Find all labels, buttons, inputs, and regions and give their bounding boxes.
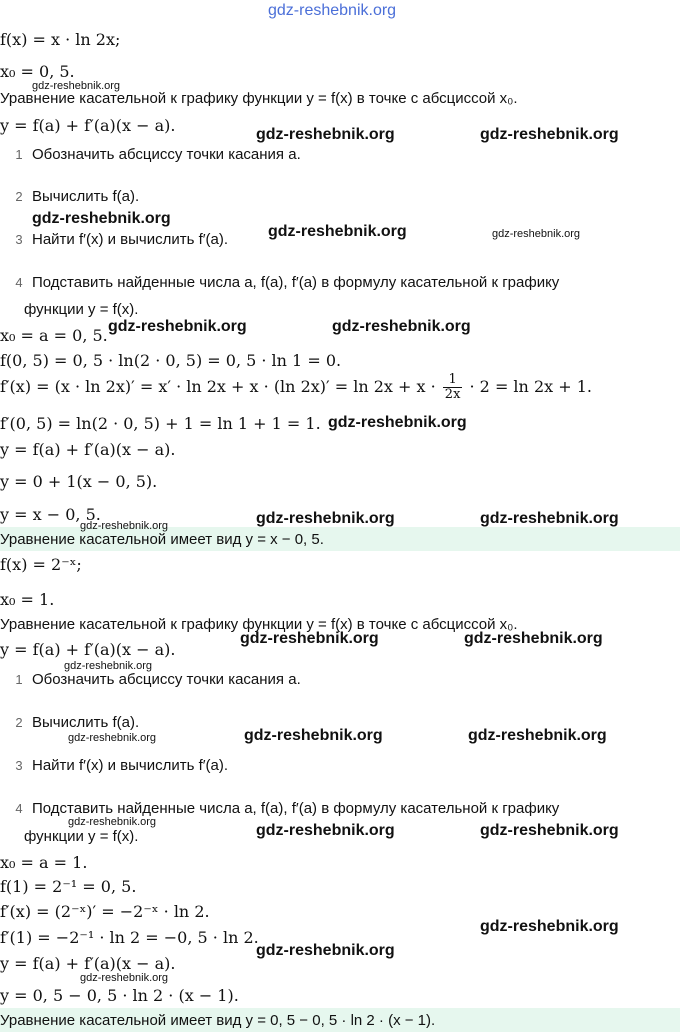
p1-function: f(x) = x · ln 2x; [0, 30, 121, 49]
p1-deriv-left: f′(x) = (x · ln 2x)′ = x′ · ln 2x + x · (ln 2x)′ = ln 2x + x · [0, 377, 436, 396]
p1-answer: Уравнение касательной имеет вид y = x − 0, 5. [0, 531, 324, 548]
p1-step-3 [6, 231, 228, 248]
step-number: 2 [15, 715, 23, 730]
p1-sol-line-1: x₀ = a = 0, 5. [0, 326, 108, 345]
p1-fraction [443, 373, 463, 402]
watermark: gdz-reshebnik.org [32, 80, 121, 92]
step-text: Обозначить абсциссу точки касания a. [32, 146, 301, 163]
watermark: gdz-reshebnik.org [80, 972, 169, 984]
watermark: gdz-reshebnik.org [244, 727, 383, 744]
fraction-numerator: 1 [443, 373, 463, 388]
watermark: gdz-reshebnik.org [480, 918, 619, 935]
watermark: gdz-reshebnik.org [108, 318, 247, 335]
watermark: gdz-reshebnik.org [80, 520, 169, 532]
p1-tangent-formula: y = f(a) + f′(a)(x − a). [0, 116, 176, 135]
p1-deriv-right: · 2 = ln 2x + 1. [469, 377, 592, 396]
p1-step-2 [6, 188, 139, 205]
step-number: 4 [15, 801, 23, 816]
p1-step-4-cont: функции y = f(x). [24, 301, 139, 318]
step-number: 1 [15, 147, 23, 162]
watermark: gdz-reshebnik.org [332, 318, 471, 335]
p1-x0: x₀ = 0, 5. [0, 62, 75, 81]
watermark: gdz-reshebnik.org [464, 630, 603, 647]
step-text: Вычислить f(a). [32, 188, 140, 205]
watermark: gdz-reshebnik.org [68, 732, 157, 744]
p1-tangent-intro: Уравнение касательной к графику функции y = f(x) в точке с абсциссой x₀. [0, 90, 518, 107]
watermark: gdz-reshebnik.org [64, 660, 153, 672]
p2-sol-line-4: f′(1) = −2⁻¹ · ln 2 = −0, 5 · ln 2. [0, 928, 259, 947]
watermark-top: gdz-reshebnik.org [268, 2, 397, 19]
watermark: gdz-reshebnik.org [480, 822, 619, 839]
watermark: gdz-reshebnik.org [256, 510, 395, 527]
p1-sol-line-5: y = f(a) + f′(a)(x − a). [0, 440, 176, 459]
step-text: Найти f′(x) и вычислить f′(a). [32, 757, 229, 774]
step-number: 2 [15, 189, 23, 204]
p2-tangent-intro: Уравнение касательной к графику функции y = f(x) в точке с абсциссой x₀. [0, 616, 518, 633]
p2-sol-line-1: x₀ = a = 1. [0, 853, 88, 872]
p2-step-1 [6, 671, 301, 688]
p2-step-3 [6, 757, 228, 774]
watermark: gdz-reshebnik.org [68, 816, 157, 828]
watermark: gdz-reshebnik.org [328, 414, 467, 431]
step-text: Подставить найденные числа a, f(a), f′(a) в формулу касательной к графику [32, 800, 560, 817]
p2-step-4 [6, 800, 559, 817]
step-number: 4 [15, 275, 23, 290]
p1-step-1 [6, 146, 301, 163]
p1-sol-line-6: y = 0 + 1(x − 0, 5). [0, 472, 158, 491]
step-text: Найти f′(x) и вычислить f′(a). [32, 231, 229, 248]
watermark: gdz-reshebnik.org [256, 822, 395, 839]
watermark: gdz-reshebnik.org [468, 727, 607, 744]
watermark: gdz-reshebnik.org [480, 126, 619, 143]
p1-sol-line-2: f(0, 5) = 0, 5 · ln(2 · 0, 5) = 0, 5 · ln 1 = 0. [0, 351, 342, 370]
watermark: gdz-reshebnik.org [492, 228, 581, 240]
p1-sol-line-7: y = x − 0, 5. [0, 505, 101, 524]
p1-sol-line-4: f′(0, 5) = ln(2 · 0, 5) + 1 = ln 1 + 1 = 1. [0, 414, 321, 433]
watermark: gdz-reshebnik.org [240, 630, 379, 647]
watermark: gdz-reshebnik.org [480, 510, 619, 527]
watermark: gdz-reshebnik.org [32, 210, 171, 227]
p2-answer: Уравнение касательной имеет вид y = 0, 5 − 0, 5 · ln 2 · (x − 1). [0, 1012, 436, 1029]
p2-x0: x₀ = 1. [0, 590, 55, 609]
p1-step-4 [6, 274, 559, 291]
p2-step-2 [6, 714, 139, 731]
step-text: Подставить найденные числа a, f(a), f′(a) в формулу касательной к графику [32, 274, 560, 291]
p2-tangent-formula: y = f(a) + f′(a)(x − a). [0, 640, 176, 659]
p2-sol-line-5: y = f(a) + f′(a)(x − a). [0, 954, 176, 973]
step-text: Обозначить абсциссу точки касания a. [32, 671, 301, 688]
fraction-denominator: 2x [444, 387, 461, 402]
step-number: 3 [15, 232, 23, 247]
p2-sol-line-3: f′(x) = (2⁻ˣ)′ = −2⁻ˣ · ln 2. [0, 902, 210, 921]
step-text: Вычислить f(a). [32, 714, 140, 731]
step-number: 3 [15, 758, 23, 773]
p2-sol-line-2: f(1) = 2⁻¹ = 0, 5. [0, 877, 137, 896]
watermark: gdz-reshebnik.org [268, 223, 407, 240]
p2-sol-line-6: y = 0, 5 − 0, 5 · ln 2 · (x − 1). [0, 986, 239, 1005]
watermark: gdz-reshebnik.org [256, 126, 395, 143]
p1-sol-line-3 [0, 373, 592, 402]
watermark: gdz-reshebnik.org [256, 942, 395, 959]
step-number: 1 [15, 672, 23, 687]
p2-step-4-cont: функции y = f(x). [24, 828, 139, 845]
p2-function: f(x) = 2⁻ˣ; [0, 555, 82, 574]
